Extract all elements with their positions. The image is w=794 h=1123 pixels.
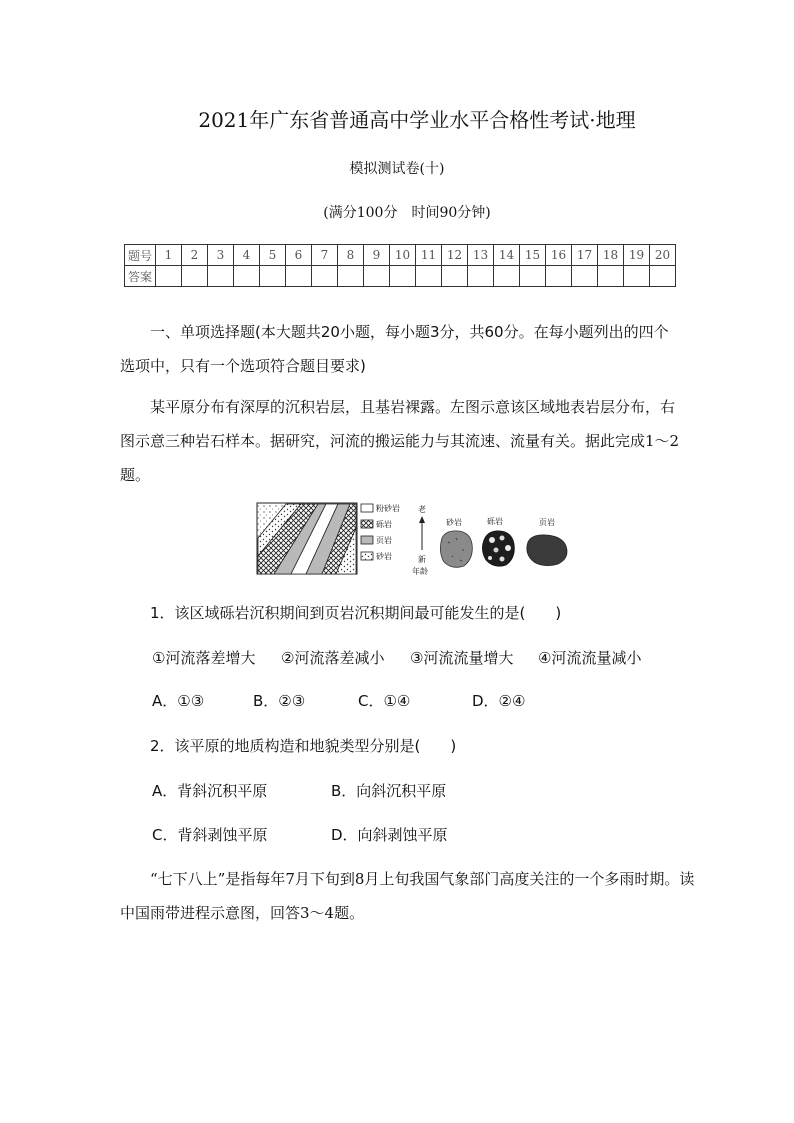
q1-statement-3: ③河流流量增大 [410, 649, 514, 667]
question-number-cell: 12 [442, 245, 468, 266]
answer-cell[interactable] [364, 266, 390, 287]
q2-option-c[interactable]: C．背斜剥蚀平原 [152, 826, 268, 844]
passage-intro: 某平原分布有深厚的沉积岩层，且基岩裸露。左图示意该区域地表岩层分布，右图示意三种岩石样本。据研究，河流的搬运能力与其流速、流量有关。据此完成1～2题。 [120, 398, 680, 484]
legend-label-siltstone: 粉砂岩 [376, 504, 400, 513]
answer-table [124, 244, 676, 287]
row-label-answer: 答案 [125, 266, 156, 287]
question-number-cell: 1 [156, 245, 182, 266]
age-old-label: 老 [418, 505, 426, 514]
question-number-cell: 11 [416, 245, 442, 266]
strata-map [257, 503, 357, 574]
answer-cell[interactable] [156, 266, 182, 287]
answer-row [125, 266, 676, 287]
row-label-number: 题号 [125, 245, 156, 266]
answer-cell[interactable] [286, 266, 312, 287]
question-number-cell: 3 [208, 245, 234, 266]
answer-cell[interactable] [650, 266, 676, 287]
answer-cell[interactable] [520, 266, 546, 287]
q1-statement-4: ④河流流量减小 [538, 649, 642, 667]
answer-cell[interactable] [312, 266, 338, 287]
question-2-stem: 2．该平原的地质构造和地貌类型分别是( ) [150, 737, 457, 755]
answer-cell[interactable] [234, 266, 260, 287]
shale-sample-image [527, 535, 567, 566]
section-heading: 一、单项选择题(本大题共20小题，每小题3分，共60分。在每小题列出的四个选项中，只有一个选项符合题目要求) [120, 323, 669, 375]
paper-subtitle: 模拟测试卷(十) [349, 161, 445, 177]
answer-cell[interactable] [624, 266, 650, 287]
question-number-cell: 4 [234, 245, 260, 266]
answer-cell[interactable] [546, 266, 572, 287]
legend-label-sandstone: 砂岩 [376, 552, 392, 561]
question-number-cell: 13 [468, 245, 494, 266]
q2-option-d[interactable]: D．向斜剥蚀平原 [331, 826, 448, 844]
question-number-cell: 7 [312, 245, 338, 266]
q2-option-a[interactable]: A．背斜沉积平原 [152, 782, 268, 800]
question-number-cell: 19 [624, 245, 650, 266]
score-info: (满分100分 时间90分钟) [323, 205, 491, 221]
sample-label-conglomerate: 砾岩 [487, 517, 503, 526]
legend-label-conglomerate: 砾岩 [376, 520, 392, 529]
passage-intro-2: “七下八上”是指每年7月下旬到8月上旬我国气象部门高度关注的一个多雨时期。读中国雨带进程示意图，回答3～4题。 [120, 870, 695, 922]
question-number-cell: 14 [494, 245, 520, 266]
q2-option-b[interactable]: B．向斜沉积平原 [331, 782, 447, 800]
q1-option-a[interactable]: A．①③ [152, 692, 205, 710]
answer-cell[interactable] [338, 266, 364, 287]
answer-cell[interactable] [572, 266, 598, 287]
age-new-label: 新 [418, 555, 426, 564]
question-number-cell: 2 [182, 245, 208, 266]
question-number-cell: 6 [286, 245, 312, 266]
strata-legend [361, 503, 400, 561]
age-arrow [412, 504, 428, 576]
answer-cell[interactable] [390, 266, 416, 287]
question-number-cell: 9 [364, 245, 390, 266]
sample-label-sandstone: 砂岩 [446, 518, 462, 527]
rock-strata-figure [256, 498, 576, 580]
sandstone-sample-image [440, 531, 472, 567]
sample-label-shale: 页岩 [539, 518, 555, 527]
answer-cell[interactable] [416, 266, 442, 287]
arrow-up-icon [419, 516, 425, 523]
answer-cell[interactable] [468, 266, 494, 287]
answer-cell[interactable] [182, 266, 208, 287]
question-number-cell: 15 [520, 245, 546, 266]
question-number-cell: 20 [650, 245, 676, 266]
question-number-cell: 16 [546, 245, 572, 266]
answer-cell[interactable] [598, 266, 624, 287]
question-1-stem: 1．该区域砾岩沉积期间到页岩沉积期间最可能发生的是( ) [150, 604, 562, 622]
answer-cell[interactable] [208, 266, 234, 287]
q1-option-d[interactable]: D．②④ [472, 692, 526, 710]
page-title: 2021年广东省普通高中学业水平合格性考试·地理 [198, 108, 636, 132]
question-number-cell: 8 [338, 245, 364, 266]
question-number-cell: 17 [572, 245, 598, 266]
q1-option-b[interactable]: B．②③ [253, 692, 306, 710]
q1-statement-1: ①河流落差增大 [152, 649, 256, 667]
answer-cell[interactable] [442, 266, 468, 287]
question-number-cell: 18 [598, 245, 624, 266]
answer-cell[interactable] [260, 266, 286, 287]
question-number-row [125, 245, 676, 266]
age-label: 年龄 [412, 567, 428, 576]
question-number-cell: 10 [390, 245, 416, 266]
q1-option-c[interactable]: C．①④ [358, 692, 411, 710]
question-number-cell: 5 [260, 245, 286, 266]
q1-statement-2: ②河流落差减小 [281, 649, 385, 667]
rock-samples [440, 516, 567, 567]
answer-cell[interactable] [494, 266, 520, 287]
legend-label-shale: 页岩 [376, 536, 392, 545]
